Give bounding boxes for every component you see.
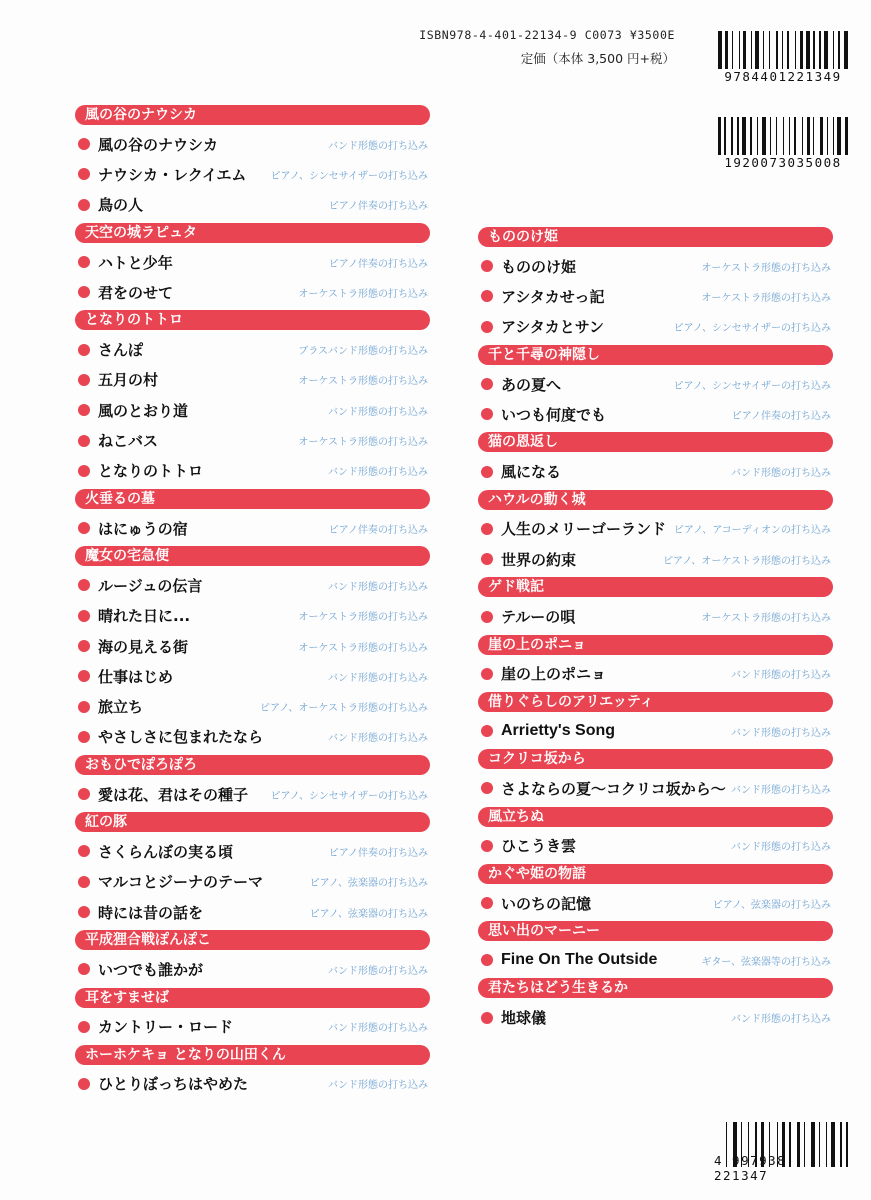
- song-list-item: [478, 369, 833, 399]
- song-title: 風のとおり道: [98, 401, 189, 420]
- film-section: [478, 577, 833, 631]
- barcode-bar: [776, 117, 777, 155]
- arrangement-note: オーケストラ形態の打ち込み: [701, 262, 831, 274]
- song-list-item: [75, 631, 430, 661]
- arrangement-note: オーケストラ形態の打ち込み: [298, 642, 428, 654]
- bullet-dot-icon: [78, 876, 90, 888]
- price-barcode: [718, 117, 848, 170]
- barcode-digits: 1920073035008: [724, 155, 842, 170]
- barcode-bar: [757, 117, 758, 155]
- barcode-bar: [731, 117, 732, 155]
- arrangement-note: バンド形態の打ち込み: [328, 672, 428, 684]
- barcode-bar: [725, 31, 728, 69]
- arrangement-note: バンド形態の打ち込み: [731, 842, 831, 854]
- film-title-header: 耳をすませば: [75, 988, 430, 1008]
- barcode-bar: [838, 31, 841, 69]
- song-title: 人生のメリーゴーランド: [501, 520, 667, 539]
- barcode-bar: [742, 117, 746, 155]
- arrangement-note: バンド形態の打ち込み: [328, 406, 428, 418]
- bullet-dot-icon: [78, 579, 90, 591]
- barcode-bar: [718, 31, 722, 69]
- film-section: [478, 345, 833, 430]
- isbn-line: ISBN978-4-401-22134-9 C0073 ¥3500E: [419, 28, 675, 42]
- film-title-header: 君たちはどう生きるか: [478, 978, 833, 998]
- jan-barcode: [714, 1122, 848, 1183]
- film-section: [478, 432, 833, 486]
- barcode-bar: [769, 31, 770, 69]
- arrangement-note: バンド形態の打ち込み: [731, 727, 831, 739]
- barcode-bars: [718, 31, 848, 69]
- song-title: さんぽ: [98, 341, 144, 360]
- song-list-item: [75, 425, 430, 455]
- song-list-item: [478, 544, 833, 574]
- song-list-item: [75, 691, 430, 721]
- barcode-bar: [833, 117, 834, 155]
- song-list-item: [478, 716, 833, 746]
- bullet-dot-icon: [78, 374, 90, 386]
- arrangement-note: バンド形態の打ち込み: [328, 733, 428, 745]
- song-title: 愛は花、君はその種子: [98, 785, 249, 804]
- film-title-header: 魔女の宅急便: [75, 546, 430, 566]
- bullet-dot-icon: [481, 523, 493, 535]
- film-section: [75, 755, 430, 809]
- arrangement-note: ピアノ、オーケストラ形態の打ち込み: [260, 703, 428, 715]
- film-title-header: 平成狸合戦ぽんぽこ: [75, 930, 430, 950]
- film-section: [478, 692, 833, 746]
- song-title: はにゅうの宿: [98, 519, 188, 538]
- barcode-bar: [846, 1122, 847, 1167]
- bullet-dot-icon: [78, 344, 90, 356]
- song-list-item: [75, 867, 430, 897]
- film-title-header: 風の谷のナウシカ: [75, 105, 430, 125]
- barcode-bar: [783, 117, 784, 155]
- arrangement-note: オーケストラ形態の打ち込み: [298, 376, 428, 388]
- arrangement-note: バンド形態の打ち込み: [731, 468, 831, 480]
- barcode-bar: [806, 31, 810, 69]
- film-title-header: 天空の城ラピュタ: [75, 223, 430, 243]
- film-section: [478, 978, 833, 1032]
- song-title: さよならの夏〜コクリコ坂から〜: [501, 779, 726, 798]
- song-list-item: [75, 661, 430, 691]
- barcode-bar: [819, 31, 820, 69]
- film-title-header: 火垂るの墓: [75, 489, 430, 509]
- arrangement-note: オーケストラ形態の打ち込み: [298, 437, 428, 449]
- song-list-item: [478, 281, 833, 311]
- song-title: 旅立ち: [98, 698, 144, 717]
- song-title: マルコとジーナのテーマ: [98, 873, 264, 892]
- bullet-dot-icon: [78, 256, 90, 268]
- song-list-item: [75, 897, 430, 927]
- barcode-bar: [800, 31, 803, 69]
- barcode-bar: [807, 117, 810, 155]
- bullet-dot-icon: [78, 199, 90, 211]
- barcode-bar: [827, 117, 828, 155]
- arrangement-note: ピアノ、弦楽器の打ち込み: [712, 899, 831, 911]
- barcode-bar: [789, 117, 790, 155]
- bullet-dot-icon: [78, 1078, 90, 1090]
- barcode-bar: [819, 1122, 820, 1167]
- song-title: アシタカせっ記: [501, 287, 605, 306]
- barcode-bar: [750, 117, 753, 155]
- arrangement-note: オーケストラ形態の打ち込み: [701, 292, 831, 304]
- song-list-item: [75, 722, 430, 752]
- song-title: さくらんぼの実る頃: [98, 842, 234, 861]
- barcode-bar: [844, 31, 848, 69]
- song-title: アシタカとサン: [501, 318, 605, 337]
- film-title-header: 紅の豚: [75, 812, 430, 832]
- song-list-item: [75, 129, 430, 159]
- film-section: [478, 807, 833, 861]
- barcode-bar: [845, 117, 848, 155]
- barcode-bar: [837, 117, 841, 155]
- bullet-dot-icon: [78, 845, 90, 857]
- barcode-bar: [732, 31, 733, 69]
- bullet-dot-icon: [78, 286, 90, 298]
- bullet-dot-icon: [481, 466, 493, 478]
- song-list-left-column: [75, 105, 430, 1102]
- arrangement-note: ギター、弦楽器等の打ち込み: [701, 956, 831, 968]
- song-list-item: [478, 1002, 833, 1032]
- bullet-dot-icon: [78, 906, 90, 918]
- bullet-dot-icon: [481, 290, 493, 302]
- arrangement-note: バンド形態の打ち込み: [328, 1080, 428, 1092]
- barcode-bar: [804, 1122, 805, 1167]
- film-section: [75, 1045, 430, 1099]
- song-list-item: [478, 456, 833, 486]
- arrangement-note: オーケストラ形態の打ち込み: [701, 613, 831, 625]
- arrangement-note: ピアノ、シンセサイザーの打ち込み: [270, 170, 428, 182]
- song-list-item: [75, 570, 430, 600]
- barcode-bars: [718, 117, 848, 155]
- barcode-bar: [739, 31, 740, 69]
- song-title: 地球儀: [501, 1009, 547, 1028]
- arrangement-note: ブラスバンド形態の打ち込み: [298, 346, 428, 358]
- barcode-bar: [743, 31, 746, 69]
- film-section: [478, 864, 833, 918]
- film-title-header: となりのトトロ: [75, 310, 430, 330]
- bullet-dot-icon: [78, 435, 90, 447]
- song-title: Fine On The Outside: [501, 951, 658, 969]
- bullet-dot-icon: [481, 840, 493, 852]
- barcode-bar: [787, 31, 790, 69]
- song-list-item: [75, 1012, 430, 1042]
- song-title: ひこうき雲: [501, 837, 577, 856]
- song-list-item: [478, 831, 833, 861]
- barcode-digits: 9784401221349: [724, 69, 842, 84]
- song-list-item: [478, 251, 833, 281]
- bullet-dot-icon: [78, 701, 90, 713]
- song-list-item: [75, 334, 430, 364]
- film-section: [75, 223, 430, 308]
- song-title: Arrietty's Song: [501, 722, 616, 740]
- song-title: ねこバス: [98, 432, 159, 451]
- price-line: 定価（本体 3,500 円+税）: [520, 51, 675, 66]
- song-list-item: [478, 312, 833, 342]
- film-section: [478, 635, 833, 689]
- song-title: 崖の上のポニョ: [501, 665, 607, 684]
- song-title: 時には昔の話を: [98, 903, 204, 922]
- song-title: 晴れた日に...: [98, 607, 191, 626]
- arrangement-note: バンド形態の打ち込み: [328, 581, 428, 593]
- film-section: [478, 749, 833, 803]
- barcode-bar: [833, 31, 834, 69]
- song-title: もののけ姫: [501, 257, 577, 276]
- film-section: [75, 546, 430, 752]
- barcode-bar: [802, 117, 803, 155]
- bullet-dot-icon: [78, 731, 90, 743]
- barcode-bar: [782, 31, 783, 69]
- film-section: [75, 105, 430, 220]
- song-title: 海の見える街: [98, 637, 189, 656]
- bullet-dot-icon: [78, 465, 90, 477]
- song-list-item: [75, 159, 430, 189]
- isbn-barcode: [718, 31, 848, 84]
- song-list-item: [75, 1069, 430, 1099]
- song-list-item: [478, 514, 833, 544]
- song-title: ルージュの伝言: [98, 576, 203, 595]
- song-title: 風の谷のナウシカ: [98, 135, 219, 154]
- arrangement-note: ピアノ、シンセサイザーの打ち込み: [673, 380, 831, 392]
- bullet-dot-icon: [78, 963, 90, 975]
- film-title-header: コクリコ坂から: [478, 749, 833, 769]
- barcode-bar: [751, 31, 752, 69]
- bullet-dot-icon: [481, 408, 493, 420]
- bullet-dot-icon: [78, 640, 90, 652]
- film-section: [75, 489, 430, 543]
- barcode-bar: [763, 31, 764, 69]
- film-title-header: おもひでぽろぽろ: [75, 755, 430, 775]
- barcode-digits: 4 997938 221347: [714, 1153, 787, 1183]
- song-list-item: [75, 456, 430, 486]
- barcode-bar: [811, 1122, 815, 1167]
- bullet-dot-icon: [481, 782, 493, 794]
- film-section: [478, 490, 833, 575]
- barcode-bar: [824, 31, 828, 69]
- bullet-dot-icon: [78, 168, 90, 180]
- film-section: [478, 921, 833, 975]
- song-list-item: [75, 395, 430, 425]
- song-list-item: [75, 277, 430, 307]
- film-title-header: 借りぐらしのアリエッティ: [478, 692, 833, 712]
- arrangement-note: バンド形態の打ち込み: [731, 670, 831, 682]
- barcode-bar: [776, 31, 779, 69]
- song-list-item: [478, 659, 833, 689]
- song-list-item: [478, 888, 833, 918]
- barcode-bar: [718, 117, 721, 155]
- arrangement-note: オーケストラ形態の打ち込み: [298, 288, 428, 300]
- bullet-dot-icon: [481, 725, 493, 737]
- bullet-dot-icon: [481, 897, 493, 909]
- barcode-bar: [755, 31, 759, 69]
- bullet-dot-icon: [78, 138, 90, 150]
- bullet-dot-icon: [78, 1021, 90, 1033]
- song-list-item: [478, 773, 833, 803]
- bullet-dot-icon: [78, 522, 90, 534]
- film-title-header: 思い出のマーニー: [478, 921, 833, 941]
- barcode-bar: [840, 1122, 843, 1167]
- song-title: やさしさに包まれたなら: [98, 728, 264, 747]
- song-list-item: [75, 954, 430, 984]
- arrangement-note: ピアノ、シンセサイザーの打ち込み: [673, 323, 831, 335]
- song-list-item: [75, 247, 430, 277]
- arrangement-note: ピアノ、弦楽器の打ち込み: [309, 878, 428, 890]
- bullet-dot-icon: [78, 404, 90, 416]
- film-title-header: 猫の恩返し: [478, 432, 833, 452]
- film-title-header: ホーホケキョ となりの山田くん: [75, 1045, 430, 1065]
- song-title: となりのトトロ: [98, 462, 204, 481]
- arrangement-note: ピアノ伴奏の打ち込み: [328, 847, 428, 859]
- arrangement-note: バンド形態の打ち込み: [328, 1023, 428, 1035]
- barcode-bar: [795, 31, 796, 69]
- bullet-dot-icon: [481, 260, 493, 272]
- song-title: カントリー・ロード: [98, 1018, 234, 1037]
- film-title-header: ゲド戦記: [478, 577, 833, 597]
- film-title-header: 千と千尋の神隠し: [478, 345, 833, 365]
- bullet-dot-icon: [481, 321, 493, 333]
- song-list-item: [478, 945, 833, 975]
- bullet-dot-icon: [78, 670, 90, 682]
- arrangement-note: オーケストラ形態の打ち込み: [298, 612, 428, 624]
- arrangement-note: ピアノ、オーケストラ形態の打ち込み: [663, 555, 831, 567]
- barcode-bar: [826, 1122, 827, 1167]
- song-title: 仕事はじめ: [98, 667, 174, 686]
- song-title: あの夏へ: [501, 375, 562, 394]
- song-title: 鳥の人: [98, 196, 144, 215]
- film-title-header: 風立ちぬ: [478, 807, 833, 827]
- bullet-dot-icon: [78, 788, 90, 800]
- arrangement-note: ピアノ伴奏の打ち込み: [328, 201, 428, 213]
- film-title-header: かぐや姫の物語: [478, 864, 833, 884]
- arrangement-note: ピアノ、弦楽器の打ち込み: [309, 908, 428, 920]
- song-list-item: [75, 513, 430, 543]
- film-title-header: 崖の上のポニョ: [478, 635, 833, 655]
- arrangement-note: バンド形態の打ち込み: [328, 140, 428, 152]
- song-title: 五月の村: [98, 371, 159, 390]
- song-list-item: [75, 365, 430, 395]
- film-title-header: もののけ姫: [478, 227, 833, 247]
- film-section: [75, 812, 430, 927]
- barcode-bar: [762, 117, 766, 155]
- song-title: 世界の約束: [501, 550, 577, 569]
- barcode-bar: [813, 117, 814, 155]
- barcode-bar: [770, 117, 771, 155]
- arrangement-note: ピアノ伴奏の打ち込み: [328, 258, 428, 270]
- film-section: [75, 310, 430, 485]
- bullet-dot-icon: [481, 378, 493, 390]
- arrangement-note: ピアノ、シンセサイザーの打ち込み: [270, 790, 428, 802]
- barcode-bar: [724, 117, 725, 155]
- barcode-bar: [794, 117, 797, 155]
- song-title: 君をのせて: [98, 283, 174, 302]
- song-title: ナウシカ・レクイエム: [98, 165, 247, 184]
- arrangement-note: バンド形態の打ち込み: [328, 965, 428, 977]
- film-section: [75, 988, 430, 1042]
- song-list-item: [478, 601, 833, 631]
- barcode-bar: [820, 117, 823, 155]
- bullet-dot-icon: [481, 954, 493, 966]
- arrangement-note: ピアノ、アコーディオンの打ち込み: [673, 525, 831, 537]
- song-title: いのちの記憶: [501, 894, 592, 913]
- song-title: テルーの唄: [501, 608, 576, 627]
- song-list-item: [478, 399, 833, 429]
- film-title-header: ハウルの動く城: [478, 490, 833, 510]
- song-title: ひとりぼっちはやめた: [98, 1075, 249, 1094]
- song-list-item: [75, 190, 430, 220]
- song-title: ハトと少年: [98, 253, 173, 272]
- song-title: いつでも誰かが: [98, 960, 204, 979]
- film-section: [75, 930, 430, 984]
- song-list-item: [75, 601, 430, 631]
- song-title: 風になる: [501, 463, 562, 482]
- bullet-dot-icon: [481, 1012, 493, 1024]
- barcode-bar: [789, 1122, 790, 1167]
- barcode-bar: [831, 1122, 835, 1167]
- barcode-bar: [813, 31, 814, 69]
- song-list-item: [75, 836, 430, 866]
- song-list-right-column: [478, 227, 833, 1036]
- barcode-bar: [797, 1122, 800, 1167]
- arrangement-note: バンド形態の打ち込み: [731, 1014, 831, 1026]
- barcode-bar: [737, 117, 738, 155]
- arrangement-note: ピアノ伴奏の打ち込み: [731, 410, 831, 422]
- bullet-dot-icon: [78, 610, 90, 622]
- bullet-dot-icon: [481, 553, 493, 565]
- bullet-dot-icon: [481, 668, 493, 680]
- song-title: いつも何度でも: [501, 405, 607, 424]
- bullet-dot-icon: [481, 611, 493, 623]
- arrangement-note: ピアノ伴奏の打ち込み: [328, 524, 428, 536]
- arrangement-note: バンド形態の打ち込み: [731, 784, 831, 796]
- arrangement-note: バンド形態の打ち込み: [328, 467, 428, 479]
- film-section: [478, 227, 833, 342]
- song-list-item: [75, 779, 430, 809]
